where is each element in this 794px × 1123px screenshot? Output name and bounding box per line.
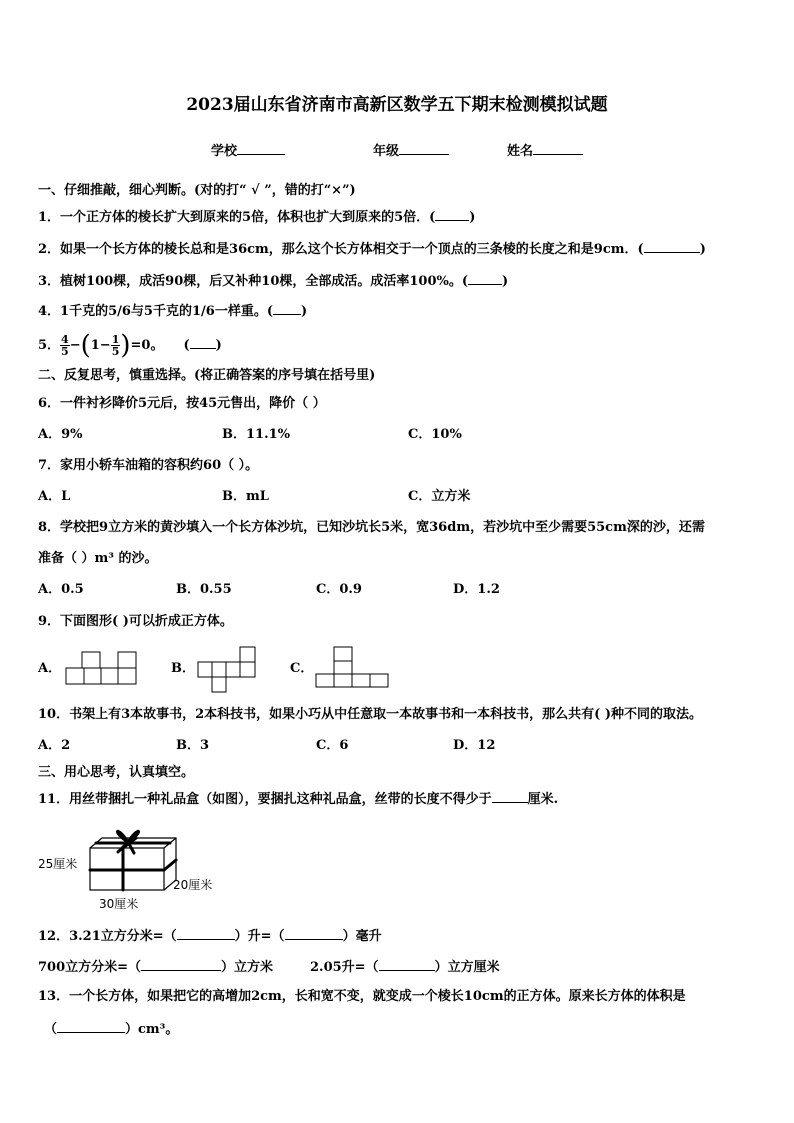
question-2-text: 2．如果一个长方体的棱长总和是36cm，那么这个长方体相交于一个顶点的三条棱的长度之和是9cm．( [38,242,644,257]
q12-blank-3[interactable] [141,958,221,971]
question-9: 9．下面图形( )可以折成正方体。 [38,614,233,629]
question-8-line-1: 8．学校把9立方米的黄沙填入一个长方体沙坑，已知沙坑长5米，宽36dm，若沙坑中至少需要55cm深的沙，还需 [38,520,705,535]
question-8-option-c[interactable]: C．0.9 [316,582,362,597]
question-10-option-d[interactable]: D．12 [453,738,496,753]
fraction-numerator: 1 [111,333,120,346]
question-7-option-a[interactable]: A．L [38,489,71,504]
question-3-answer-blank[interactable] [468,272,502,285]
question-6: 6．一件衬衫降价5元后，按45元售出，降价（ ） [38,396,326,411]
question-5-close: ) [215,338,222,353]
question-13-line-1: 13．一个长方体，如果把它的高增加2cm，长和宽不变，就变成一个棱长10cm的正方体。原来长方体的体积是 [38,989,686,1004]
question-3-text: 3．植树100棵，成活90棵，后又补种10棵，全部成活。成活率100%。( [38,274,469,289]
question-10: 10．书架上有3本故事书，2本科技书，如果小巧从中任意取一本故事书和一本科技书，那么共有( )种不同的取法。 [38,707,703,722]
q12-part-g: ）立方厘米 [434,960,500,975]
section-3-heading: 三、用心思考，认真填空。 [38,765,195,780]
big-paren-left: ( [80,330,91,361]
q12-blank-1[interactable] [177,927,235,940]
question-4-close: ) [300,304,308,319]
fraction-4-5 [60,334,70,357]
question-11-unit: 厘米. [527,792,559,807]
question-1-answer-blank[interactable] [435,208,469,221]
question-11-answer-blank[interactable] [492,790,528,803]
question-4-text: 4．1千克的5/6与5千克的1/6一样重。( [38,304,273,319]
box-width-label: 20厘米 [173,878,213,892]
fraction-1-5 [111,334,121,357]
question-1-close: ) [469,210,476,225]
fraction-numerator: 4 [61,333,69,346]
grade-label: 年级 [373,144,400,159]
question-12-line-1 [38,927,382,945]
question-6-option-b[interactable]: B．11.1% [222,427,291,442]
question-4 [38,302,307,320]
question-3 [38,272,508,290]
question-1 [38,208,475,226]
question-9-option-b-label[interactable]: B． [171,661,195,676]
box-length-label: 30厘米 [99,897,139,911]
q12-part-d: 700立方分米=（ [38,960,142,975]
question-8-option-b[interactable]: B．0.55 [176,582,232,597]
section-2-heading: 二、反复思考，慎重选择。(将正确答案的序号填在括号里) [38,368,376,383]
q12-blank-4[interactable] [379,958,435,971]
q12-part-b: ）升=（ [234,929,285,944]
name-field[interactable] [507,142,583,160]
q12-blank-2[interactable] [285,927,343,940]
question-8-option-d[interactable]: D．1.2 [453,582,500,597]
question-9-option-a-label[interactable]: A． [38,661,62,676]
question-7-option-c[interactable]: C．立方米 [408,489,471,504]
box-height-label: 25厘米 [38,857,78,871]
question-8-option-a[interactable]: A．0.5 [38,582,84,597]
one-minus: 1− [90,338,111,353]
question-5-open: ( [183,338,190,353]
question-12-line-2 [38,958,273,976]
question-10-option-c[interactable]: C．6 [316,738,349,753]
page-title: 2023届山东省济南市高新区数学五下期末检测模拟试题 [186,95,608,115]
name-label: 姓名 [507,144,534,159]
q12-part-f: 2.05升=（ [310,960,379,975]
big-paren-right: ) [120,330,131,361]
equals-zero: =0。 [130,338,164,353]
net-b-figure [197,646,257,694]
net-c-figure [315,646,389,688]
question-1-text: 1．一个正方体的棱长扩大到原来的5倍，体积也扩大到原来的5倍．( [38,210,436,225]
question-11-text: 11．用丝带捆扎一种礼品盒（如图），要捆扎这种礼品盒，丝带的长度不得少于 [38,792,492,807]
question-7: 7．家用小轿车油箱的容积约60（ ）。 [38,458,259,473]
grade-blank[interactable] [399,142,449,155]
question-10-option-a[interactable]: A．2 [38,738,71,753]
school-label: 学校 [211,144,238,159]
question-12-line-2b [310,958,500,976]
question-6-option-c[interactable]: C．10% [408,427,462,442]
question-7-option-b[interactable]: B．mL [222,489,269,504]
school-blank[interactable] [237,142,285,155]
question-9-option-c-label[interactable]: C． [290,661,314,676]
question-2-answer-blank[interactable] [644,240,700,253]
question-5-number: 5． [38,338,61,353]
q12-part-e: ）立方米 [221,960,274,975]
fraction-denominator: 5 [61,345,69,358]
question-13-line-2 [44,1020,178,1038]
net-a-figure [65,651,137,685]
question-10-option-b[interactable]: B．3 [176,738,210,753]
q13-open: （ [44,1022,58,1037]
question-5 [38,331,222,361]
section-1-heading: 一、仔细推敲，细心判断。(对的打“ √ ”，错的打“×”) [38,183,356,198]
question-2-close: ) [699,242,706,257]
question-8-line-2: 准备（ ）m³ 的沙。 [38,551,158,566]
q13-close: ）cm³。 [125,1022,179,1037]
q12-part-a: 12．3.21立方分米=（ [38,929,177,944]
question-6-option-a[interactable]: A．9% [38,427,83,442]
gift-box-figure [36,822,226,914]
question-5-answer-blank[interactable] [190,336,216,349]
name-blank[interactable] [533,142,583,155]
school-field[interactable] [211,142,285,160]
question-3-close: ) [502,274,509,289]
q12-part-c: ）毫升 [342,929,382,944]
question-11 [38,790,558,808]
question-4-answer-blank[interactable] [273,302,301,315]
q13-answer-blank[interactable] [57,1020,125,1033]
grade-field[interactable] [373,142,449,160]
fraction-denominator: 5 [111,345,120,358]
question-2 [38,240,706,258]
minus-sign: − [69,338,81,353]
